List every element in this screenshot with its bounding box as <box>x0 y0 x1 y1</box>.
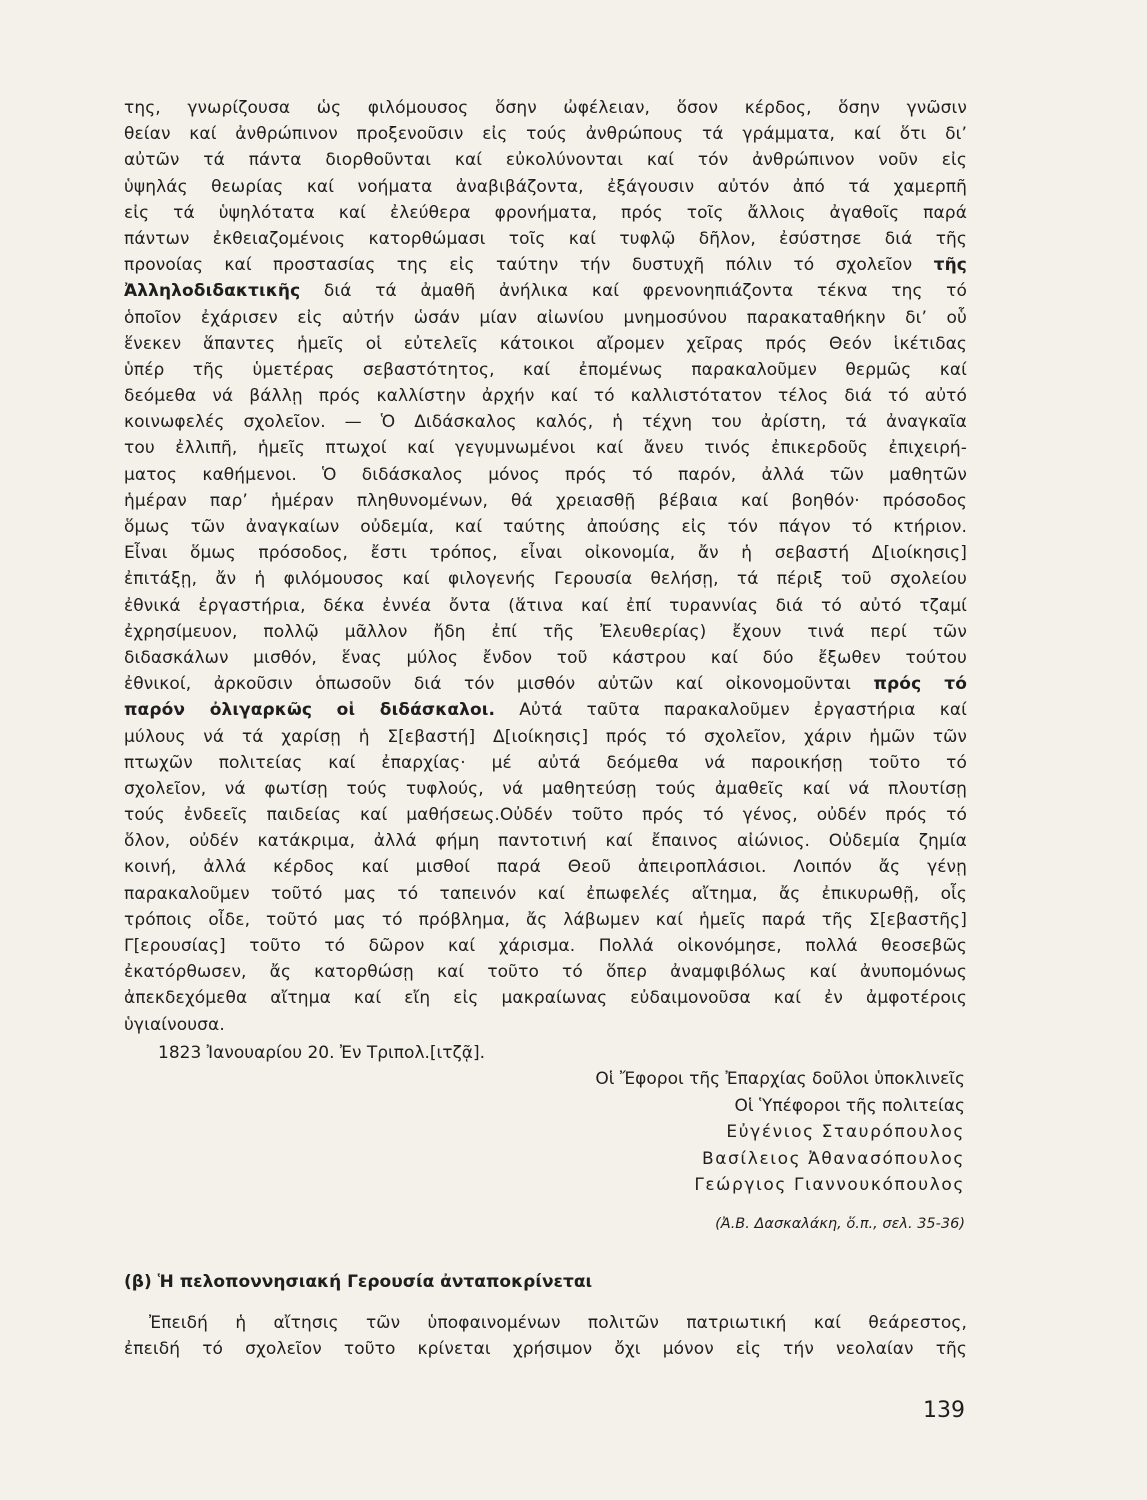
text-line: εἰς τά ὑψηλότατα καί ἐλεύθερα φρονήματα, πρός τοῖς ἄλλοις ἀγαθοῖς παρά <box>124 202 967 223</box>
text-line: ἐκατόρθωσεν, ἄς κατορθώσῃ καί τοῦτο τό ὅπερ ἀναμφιβόλως καί ἀνυπομόνως <box>124 962 967 983</box>
text-line: ἕνεκεν ἅπαντες ἡμεῖς οἱ εὐτελεῖς κάτοικοι αἴρομεν χεῖρας πρός Θεόν ἱκέτιδας <box>124 333 967 354</box>
text-line: Εἶναι ὅμως πρόσοδος, ἔστι τρόπος, εἶναι οἰκονομία, ἄν ἡ σεβαστή Δ[ιοίκησις] <box>124 543 967 564</box>
signature-name: Γεώργιος Γιαννουκόπουλος <box>694 1175 965 1195</box>
text-line: ὁποῖον ἐχάρισεν εἰς αὐτήν ὡσάν μίαν αἰωνίου μνημοσύνου παρακαταθήκην δι’ οὗ <box>124 307 967 328</box>
text-line: της, γνωρίζουσα ὡς φιλόμουσος ὅσην ὠφέλειαν, ὅσον κέρδος, ὅσην γνῶσιν <box>124 98 967 118</box>
text-line: ὅλον, οὐδέν κατάκριμα, ἀλλά φήμη παντοτινή καί ἔπαινος αἰώνιος. Οὐδεμία ζημία <box>124 831 967 852</box>
bold-teachers-end: παρόν ὀλιγαρκῶς οἱ διδάσκαλοι. <box>124 700 496 721</box>
text-line: κοινή, ἀλλά κέρδος καί μισθοί παρά Θεοῦ ἀπειροπλάσιοι. Λοιπόν ἄς γένῃ <box>124 857 967 878</box>
text-line: ματος καθήμενοι. Ὁ διδάσκαλος μόνος πρός τό παρόν, ἀλλά τῶν μαθητῶν <box>124 464 967 485</box>
page-number: 139 <box>923 1398 965 1423</box>
text-line <box>124 278 967 304</box>
text-line: ὅμως τῶν ἀναγκαίων οὐδεμία, καί ταύτης ἀπούσης εἰς τόν πάγον τό κτήριον. <box>124 517 967 537</box>
text-line: ἐχρησίμευον, πολλῷ μᾶλλον ἤδη ἐπί τῆς Ἐλευθερίας) ἔχουν τινά περί τῶν <box>124 621 967 642</box>
text-line: ὑγιαίνουσα. <box>124 1014 225 1035</box>
signature-block <box>595 1066 965 1199</box>
text-line <box>124 697 967 723</box>
text-line: ἐπιτάξῃ, ἄν ἡ φιλόμουσος καί φιλογενής Γερουσία θελήσῃ, τά πέριξ τοῦ σχολείου <box>124 569 967 590</box>
text-line: ἐθνικά ἐργαστήρια, δέκα ἐννέα ὄντα (ἅτινα καί ἐπί τυραννίας διά τό αὐτό τζαμί <box>124 595 967 616</box>
date-line: 1823 Ἰανουαρίου 20. Ἐν Τριπολ.[ιτζᾷ]. <box>158 1043 486 1063</box>
letter-body <box>124 95 967 1038</box>
text-line: ὑψηλάς θεωρίας καί νοήματα ἀναβιβάζοντα, ἐξάγουσιν αὐτόν ἀπό τά χαμερπῆ <box>124 176 967 197</box>
text-line: πάντων ἐκθειαζομένοις κατορθώμασι τοῖς καί τυφλῷ δῆλον, ἐσύστησε διά τῆς <box>124 228 967 249</box>
text-segment: προνοίας καί προστασίας της εἰς ταύτην τήν δυστυχῆ πόλιν τό σχολεῖον <box>124 255 913 276</box>
bold-school-name-start: τῆς <box>933 255 967 276</box>
text-line: κοινωφελές σχολεῖον. — Ὁ Διδάσκαλος καλός, ἡ τέχνη του ἀρίστη, τά ἀναγκαῖα <box>124 412 967 433</box>
section-body <box>124 1310 967 1362</box>
text-line <box>124 252 967 278</box>
text-line: ἡμέραν παρ’ ἡμέραν πληθυνομένων, θά χρειασθῇ βέβαια καί βοηθόν· πρόσοδος <box>124 490 967 511</box>
text-line: διδασκάλων μισθόν, ἕνας μύλος ἔνδον τοῦ κάστρου καί δύο ἔξωθεν τούτου <box>124 647 967 668</box>
text-segment: ἐθνικοί, ἀρκοῦσιν ὁπωσοῦν διά τόν μισθόν αὐτῶν καί οἰκονομοῦνται <box>124 674 851 695</box>
text-line: τρόποις οἶδε, τοῦτό μας τό πρόβλημα, ἄς λάβωμεν καί ἡμεῖς παρά τῆς Σ[εβαστῆς] <box>124 909 967 930</box>
signature-line: Οἱ Ὑπέφοροι τῆς πολιτείας <box>734 1095 965 1116</box>
source-citation: (Ἀ.Β. Δασκαλάκη, ὅ.π., σελ. 35-36) <box>715 1216 965 1232</box>
text-line: Ἐπειδή ἡ αἴτησις τῶν ὑποφαινομένων πολιτῶν πατριωτική καί θεάρεστος, <box>149 1313 967 1333</box>
text-line <box>124 671 967 697</box>
text-line: δεόμεθα νά βάλλῃ πρός καλλίστην ἀρχήν καί τό καλλιστότατον τέλος διά τό αὐτό <box>124 386 967 407</box>
text-line: Γ[ερουσίας] τοῦτο τό δῶρον καί χάρισμα. Πολλά οἰκονόμησε, πολλά θεοσεβῶς <box>124 936 967 956</box>
text-line: τούς ἐνδεεῖς παιδείας καί μαθήσεως.Οὐδέν τοῦτο πρός τό γένος, οὐδέν πρός τό <box>124 805 967 826</box>
text-segment: Αὐτά ταῦτα παρακαλοῦμεν ἐργαστήρια καί <box>519 700 967 721</box>
bold-teachers-start: πρός τό <box>873 674 967 695</box>
signature-line: Οἱ Ἔφοροι τῆς Ἐπαρχίας δοῦλοι ὑποκλινεῖς <box>595 1069 965 1089</box>
text-line: πτωχῶν πολιτείας καί ἐπαρχίας· μέ αὐτά δεόμεθα νά παροικήσῃ τοῦτο τό <box>124 752 967 773</box>
signature-name: Εὐγένιος Σταυρόπουλος <box>726 1122 965 1142</box>
text-line: ἀπεκδεχόμεθα αἴτημα καί εἴη εἰς μακραίωνας εὐδαιμονοῦσα καί ἐν ἀμφοτέροις <box>124 988 967 1009</box>
text-segment: διά τά ἀμαθῆ ἀνήλικα καί φρενονηπιάζοντα τέκνα της τό <box>323 281 967 302</box>
text-line: σχολεῖον, νά φωτίσῃ τούς τυφλούς, νά μαθητεύσῃ τούς ἀμαθεῖς καί νά πλουτίσῃ <box>124 778 967 799</box>
bold-school-name-end: Ἀλληλοδιδακτικῆς <box>124 281 301 302</box>
text-line: παρακαλοῦμεν τοῦτό μας τό ταπεινόν καί ἐπωφελές αἴτημα, ἄς ἐπικυρωθῇ, οἷς <box>124 883 967 904</box>
signature-name: Βασίλειος Ἀθανασόπουλος <box>701 1148 965 1169</box>
section-heading: (β) Ἡ πελοποννησιακή Γερουσία ἀνταποκρίνεται <box>124 1272 593 1292</box>
text-line: ὑπέρ τῆς ὑμετέρας σεβαστότητος, καί ἐπομένως παρακαλοῦμεν θερμῶς καί <box>124 359 967 380</box>
text-line: μύλους νά τά χαρίσῃ ἡ Σ[εβαστή] Δ[ιοίκησις] πρός τό σχολεῖον, χάριν ἡμῶν τῶν <box>124 726 967 747</box>
text-line: ἐπειδή τό σχολεῖον τοῦτο κρίνεται χρήσιμον ὄχι μόνον εἰς τήν νεολαίαν τῆς <box>124 1339 967 1360</box>
text-line: του ἐλλιπῆ, ἡμεῖς πτωχοί καί γεγυμνωμένοι καί ἄνευ τινός ἐπικερδοῦς ἐπιχειρή- <box>124 438 967 459</box>
text-line: θείαν καί ἀνθρώπινον προξενοῦσιν εἰς τούς ἀνθρώπους τά γράμματα, καί ὅτι δι’ <box>124 124 967 145</box>
text-line: αὐτῶν τά πάντα διορθοῦνται καί εὐκολύνονται καί τόν ἀνθρώπινον νοῦν εἰς <box>124 150 967 171</box>
